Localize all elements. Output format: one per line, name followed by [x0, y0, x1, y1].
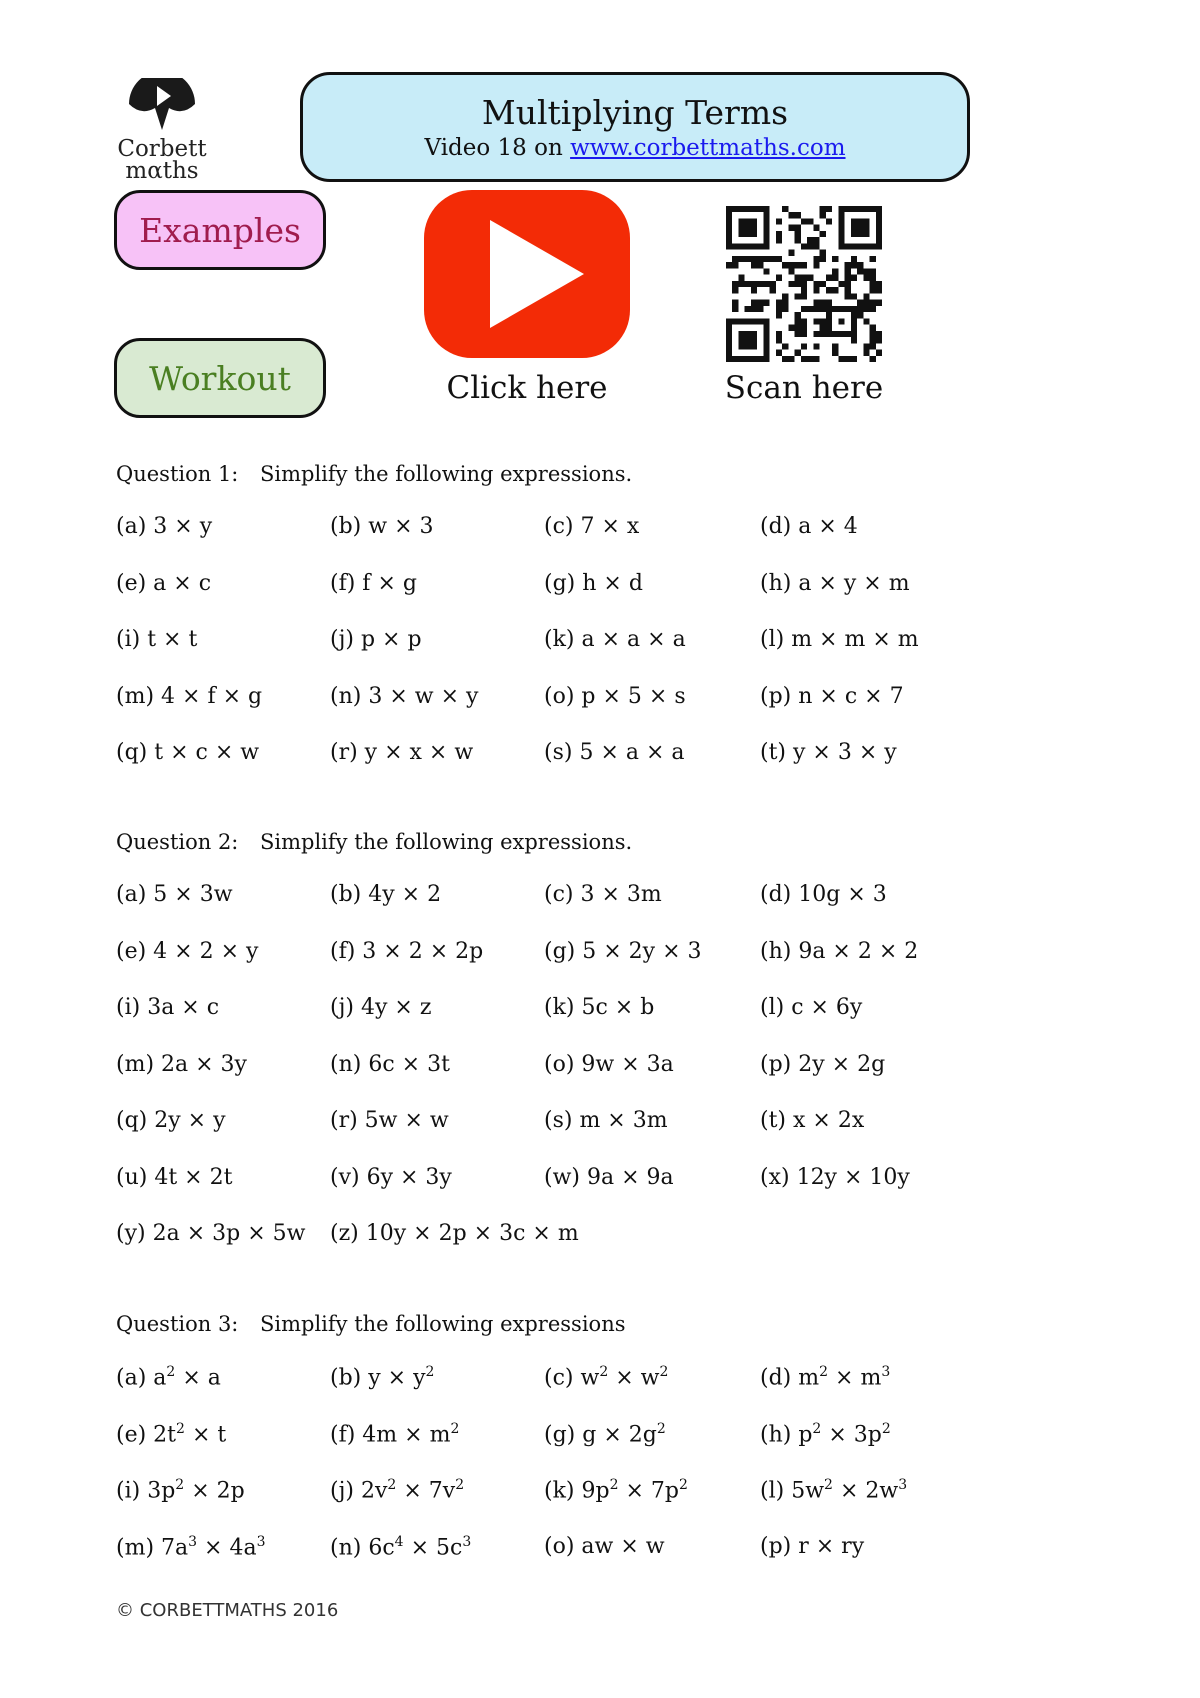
question-item: (d) 10g × 3 [760, 882, 887, 907]
question-item: (e) $2t^2 \times t$ [116, 1420, 227, 1447]
question-item: (i) $3p^2 \times 2p$ [116, 1477, 245, 1504]
video-subtitle-prefix: Video 18 on [424, 135, 571, 161]
question-item: (m) $7a^3 \times 4a^3$ [116, 1533, 266, 1560]
website-link[interactable]: www.corbettmaths.com [570, 135, 846, 161]
question-item: (e) 4 × 2 × y [116, 938, 259, 964]
question-item: (a) $a^2 \times a$ [116, 1364, 221, 1391]
question-item: (h) 9a × 2 × 2 [760, 938, 919, 964]
question-item: (b) 4y × 2 [330, 882, 442, 907]
question-heading [116, 462, 632, 486]
question-heading [116, 830, 632, 854]
question-item: (r) y × x × w [330, 740, 474, 765]
corbettmaths-logo [112, 78, 212, 186]
question-item: (b) w × 3 [330, 514, 434, 539]
page-title: Multiplying Terms [481, 93, 789, 132]
question-item: (j) p × p [330, 627, 422, 652]
question-item: (s) m × 3m [544, 1108, 668, 1133]
question-item: (a) 3 × y [116, 514, 213, 539]
question-heading [116, 1312, 626, 1336]
question-item: (u) 4t × 2t [116, 1164, 233, 1190]
scan-here-label: Scan here [724, 370, 884, 406]
examples-button[interactable]: Examples [114, 190, 326, 270]
question-item: (n) 6c × 3t [330, 1051, 450, 1077]
question-instruction: Simplify the following expressions [260, 1312, 626, 1336]
question-item: (f) f × g [330, 570, 417, 596]
question-instruction: Simplify the following expressions. [260, 830, 633, 854]
question-item: (p) n × c × 7 [760, 683, 904, 709]
question-item: (s) 5 × a × a [544, 740, 685, 765]
question-number: Question 3: [116, 1312, 239, 1336]
question-item: (v) 6y × 3y [330, 1164, 452, 1190]
question-item: (t) y × 3 × y [760, 740, 897, 765]
question-item: (p) r × ry [760, 1533, 865, 1559]
question-number: Question 1: [116, 462, 239, 486]
question-item: (k) a × a × a [544, 627, 686, 652]
question-item: (k) 5c × b [544, 995, 655, 1020]
question-item: (c) 7 × x [544, 514, 640, 539]
question-item: (j) 4y × z [330, 995, 432, 1020]
question-item: (g) h × d [544, 570, 643, 596]
question-item: (l) $5w^2 \times 2w^3$ [760, 1477, 908, 1504]
title-box [300, 72, 970, 182]
question-item: (d) a × 4 [760, 514, 858, 539]
play-video-button[interactable] [424, 190, 630, 358]
question-number: Question 2: [116, 830, 239, 854]
question-item: (h) a × y × m [760, 570, 910, 596]
logo-text-corbett: Corbett [117, 136, 207, 162]
question-item: (n) 3 × w × y [330, 683, 479, 709]
logo-emblem-icon [127, 78, 197, 132]
question-item: (i) 3a × c [116, 995, 220, 1020]
question-item: (f) 3 × 2 × 2p [330, 938, 484, 964]
question-item: (z) 10y × 2p × 3c × m [330, 1221, 579, 1246]
question-instruction: Simplify the following expressions. [260, 462, 633, 486]
question-item: (g) 5 × 2y × 3 [544, 938, 702, 964]
question-item: (n) $6c^4 \times 5c^3$ [330, 1533, 472, 1560]
qr-code[interactable] [726, 206, 882, 362]
click-here-label[interactable]: Click here [446, 370, 608, 406]
qr-code-icon [726, 206, 882, 362]
question-item: (t) x × 2x [760, 1108, 865, 1133]
question-item: (q) 2y × y [116, 1108, 226, 1133]
logo-text-maths: mαths [125, 158, 199, 184]
video-subtitle [303, 135, 967, 161]
question-item: (q) t × c × w [116, 740, 260, 765]
question-item: (o) 9w × 3a [544, 1051, 674, 1077]
question-item: (r) 5w × w [330, 1108, 449, 1133]
question-item: (m) 2a × 3y [116, 1051, 247, 1077]
question-item: (l) m × m × m [760, 627, 919, 652]
question-item: (f) $4m \times m^2$ [330, 1420, 460, 1447]
question-item: (g) $g \times 2g^2$ [544, 1420, 666, 1447]
question-item: (c) 3 × 3m [544, 882, 662, 907]
question-item: (a) 5 × 3w [116, 882, 233, 907]
question-item: (o) aw × w [544, 1533, 665, 1559]
question-item: (w) 9a × 9a [544, 1164, 674, 1190]
question-item: (l) c × 6y [760, 995, 863, 1020]
question-item: (h) $p^2 \times 3p^2$ [760, 1420, 891, 1447]
question-item: (d) $m^2 \times m^3$ [760, 1364, 891, 1391]
question-item: (e) a × c [116, 570, 212, 596]
question-item: (j) $2v^2 \times 7v^2$ [330, 1477, 465, 1504]
question-item: (b) $y \times y^2$ [330, 1364, 435, 1391]
question-item: (m) 4 × f × g [116, 683, 263, 709]
question-item: (k) $9p^2 \times 7p^2$ [544, 1477, 688, 1504]
question-item: (x) 12y × 10y [760, 1164, 910, 1190]
question-item: (c) $w^2 \times w^2$ [544, 1364, 669, 1391]
workout-button[interactable]: Workout [114, 338, 326, 418]
play-icon [424, 190, 630, 358]
question-item: (y) 2a × 3p × 5w [116, 1221, 306, 1246]
question-item: (p) 2y × 2g [760, 1051, 886, 1077]
copyright-footer: © CORBETTMATHS 2016 [116, 1600, 339, 1621]
question-item: (i) t × t [116, 627, 198, 652]
question-item: (o) p × 5 × s [544, 683, 686, 709]
